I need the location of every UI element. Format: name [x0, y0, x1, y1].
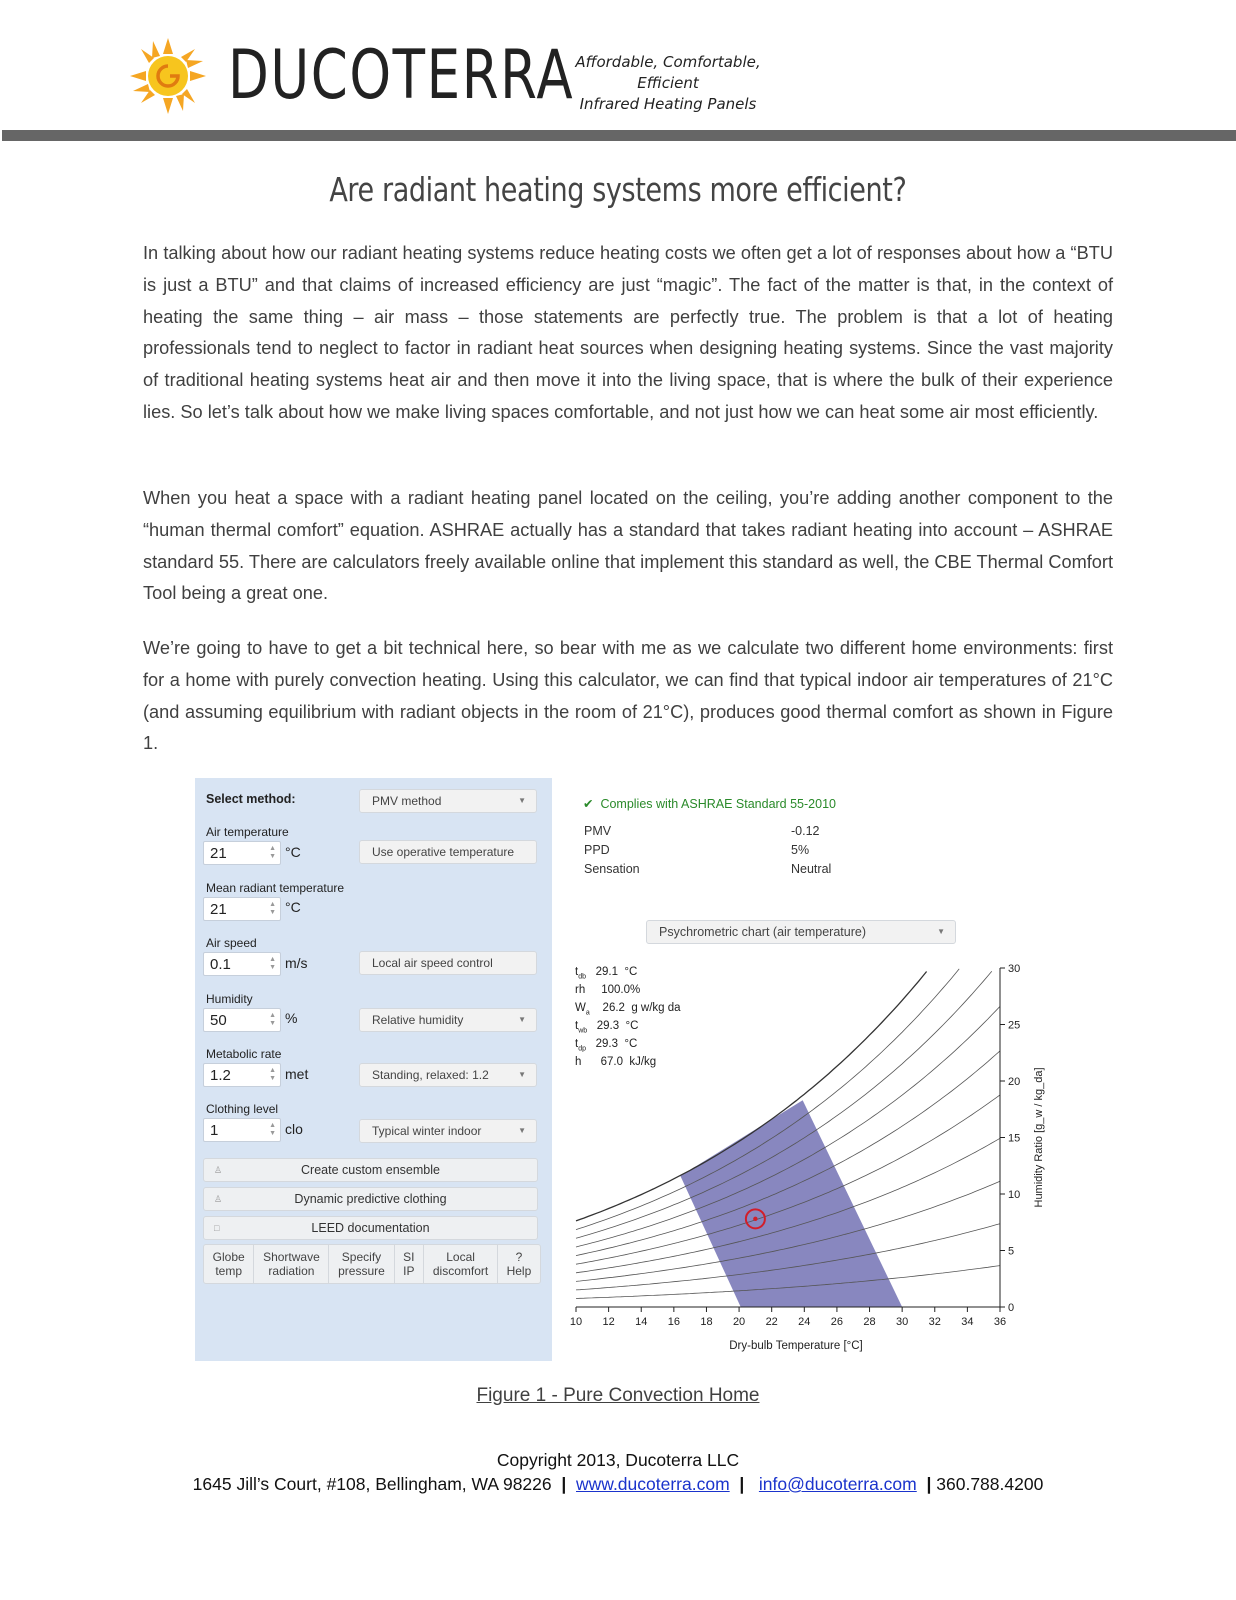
x-tick-label: 12 — [602, 1316, 615, 1328]
local-discomfort-button[interactable]: Local discomfort — [424, 1245, 498, 1283]
stepper-icon[interactable]: ▲ ▼ — [269, 1012, 276, 1027]
clo-input[interactable]: 1 ▲ ▼ — [203, 1118, 281, 1142]
readout-tdp: $t_{dp}$ 29.3 °C — [575, 1038, 638, 1053]
y-tick-label: 30 — [1008, 963, 1021, 975]
comfort-zone — [680, 1100, 902, 1307]
humidity-unit: % — [285, 1010, 298, 1026]
readout-tdb: $t_{db}$ 29.1 °C — [575, 966, 638, 981]
operating-point — [753, 1217, 757, 1221]
paragraph-2: When you heat a space with a radiant heating panel located on the ceiling, you’re adding another component to the “human thermal comfort” equation. ASHRAE actually has a standard that takes radiant heating into account – ASHRAE standard 55. There are calculators freely available online that implement this standard as well, the CBE Thermal Comfort Tool being a great one. — [143, 488, 1113, 604]
page-title: Are radiant heating systems more efficient? — [329, 170, 907, 209]
air-speed-input[interactable]: 0.1 ▲ ▼ — [203, 952, 281, 976]
document-icon: □ — [214, 1223, 220, 1233]
dynamic-clothing-button[interactable]: ♙ Dynamic predictive clothing — [203, 1187, 538, 1211]
leed-doc-button[interactable]: □ LEED documentation — [203, 1216, 538, 1240]
x-axis-label: Dry-bulb Temperature [°C] — [729, 1340, 863, 1352]
check-icon: ✔ — [583, 797, 594, 811]
figure-caption: Figure 1 - Pure Convection Home — [476, 1385, 760, 1406]
x-tick-label: 16 — [667, 1316, 680, 1328]
air-temp-input[interactable]: 21 ▲ ▼ — [203, 841, 281, 865]
stepper-icon[interactable]: ▲ ▼ — [269, 1122, 276, 1137]
person-icon: ♙ — [214, 1194, 223, 1204]
x-tick-label: 30 — [896, 1316, 909, 1328]
y-tick-label: 5 — [1008, 1245, 1015, 1258]
stepper-icon[interactable]: ▲ ▼ — [269, 901, 276, 916]
ppd-label: PPD — [584, 843, 610, 857]
x-tick-label: 36 — [993, 1316, 1007, 1328]
y-axis-label: Humidity Ratio [g_w / kg_da] — [1033, 1067, 1045, 1208]
clo-unit: clo — [285, 1121, 303, 1137]
paragraph-1: In talking about how our radiant heating systems reduce heating costs we often get a lot of responses about how a “BTU is just a BTU” and that claims of increased efficiency are just “magic”. The fact of the matter is that, in the context of heating the same thing – air mass – those statements are perfectly true. The problem is that a lot of heating professionals tend to neglect to factor in radiant heat sources when designing heating systems. Since the vast majority of traditional heating systems heat air and then move it into the living space, that is where the bulk of their experience lies. So let’s talk about how we make living spaces comfortable, and not just how we can heat some air most efficiently. — [143, 243, 1113, 422]
page-header — [0, 0, 1236, 140]
custom-ensemble-button[interactable]: ♙ Create custom ensemble — [203, 1158, 538, 1182]
chevron-down-icon: ▼ — [518, 1070, 526, 1079]
tagline — [548, 52, 788, 115]
x-tick-label: 18 — [700, 1316, 713, 1328]
help-button[interactable]: ? Help — [506, 1250, 532, 1278]
y-tick-label: 15 — [1008, 1132, 1021, 1145]
stepper-icon[interactable]: ▲ ▼ — [269, 845, 276, 860]
chevron-down-icon: ▼ — [518, 1126, 526, 1135]
y-tick-label: 0 — [1008, 1302, 1015, 1314]
humidity-label: Humidity — [206, 992, 253, 1006]
chevron-down-icon: ▼ — [518, 1015, 526, 1024]
y-tick-label: 10 — [1008, 1189, 1021, 1201]
clo-label: Clothing level — [206, 1102, 279, 1116]
x-tick-label: 20 — [732, 1316, 746, 1328]
sun-logo-icon — [128, 36, 208, 116]
chart-type-select[interactable]: Psychrometric chart (air temperature) ▼ — [646, 920, 956, 944]
tagline-line-1: Affordable, Comfortable, Efficient — [575, 53, 761, 92]
footer-phone: 360.788.4200 — [936, 1474, 1044, 1494]
pmv-value: -0.12 — [791, 824, 820, 838]
brand-name: DUCOTERRA — [228, 36, 575, 115]
air-temp-label: Air temperature — [206, 825, 289, 839]
mrt-input[interactable]: 21 ▲ ▼ — [203, 897, 281, 921]
footer-copyright: Copyright 2013, Ducoterra LLC — [496, 1450, 740, 1470]
stepper-icon[interactable]: ▲ ▼ — [269, 956, 276, 971]
tool-bottom-bar — [203, 1244, 541, 1284]
readout-h: h 67.0 kJ/kg — [575, 1056, 657, 1068]
air-temp-unit: °C — [285, 844, 301, 860]
email-link[interactable]: info@ducoterra.com — [758, 1474, 917, 1494]
compliance-status: ✔ Complies with ASHRAE Standard 55-2010 — [583, 797, 836, 811]
x-tick-label: 24 — [798, 1316, 811, 1328]
readout-rh: rh 100.0% — [575, 984, 641, 996]
air-speed-unit: m/s — [285, 955, 308, 971]
mrt-unit: °C — [285, 899, 301, 915]
x-tick-label: 22 — [765, 1316, 778, 1328]
x-tick-label: 10 — [569, 1316, 583, 1328]
sensation-label: Sensation — [584, 862, 640, 876]
readout-wa: $W_a$ 26.2 g w/kg da — [575, 1002, 681, 1017]
paragraph-3: We’re going to have to get a bit technical here, so bear with me as we calculate two different home environments: first for a home with purely convection heating. Using this calculator, we can find that typical indoor air temperatures of 21°C (and assuming equilibrium with radiant objects in the room of 21°C), produces good thermal comfort as shown in Figure 1. — [143, 638, 1113, 754]
tagline-line-2: Infrared Heating Panels — [579, 95, 757, 113]
met-label: Metabolic rate — [206, 1047, 282, 1061]
x-tick-label: 32 — [928, 1316, 941, 1328]
readout-twb: $t_{wb}$ 29.3 °C — [575, 1020, 639, 1035]
sensation-value: Neutral — [791, 862, 832, 876]
footer-contact: 1645 Jill’s Court, #108, Bellingham, WA 98226 | www.ducoterra.com | info@ducoterra.com | 360.788.4200 — [192, 1474, 1044, 1494]
si-ip-toggle[interactable]: SI IP — [395, 1245, 425, 1283]
local-air-speed-button[interactable]: Local air speed control — [359, 951, 537, 975]
footer-address: 1645 Jill’s Court, #108, Bellingham, WA 98226 — [192, 1474, 552, 1494]
select-method-label: Select method: — [206, 792, 296, 806]
activity-select[interactable]: Standing, relaxed: 1.2 ▼ — [359, 1063, 537, 1087]
met-input[interactable]: 1.2 ▲ ▼ — [203, 1063, 281, 1087]
x-tick-label: 14 — [635, 1316, 648, 1328]
psychrometric-chart — [553, 950, 1053, 1360]
x-tick-label: 28 — [863, 1316, 876, 1328]
globe-temp-button[interactable]: Globe temp — [204, 1245, 254, 1283]
x-tick-label: 26 — [830, 1316, 844, 1328]
pmv-label: PMV — [584, 824, 612, 838]
stepper-icon[interactable]: ▲ ▼ — [269, 1067, 276, 1082]
humidity-input[interactable]: 50 ▲ ▼ — [203, 1008, 281, 1032]
ppd-value: 5% — [791, 843, 810, 857]
person-icon: ♙ — [214, 1165, 223, 1175]
chevron-down-icon: ▼ — [518, 796, 526, 805]
humidity-type-select[interactable]: Relative humidity ▼ — [359, 1008, 537, 1032]
x-tick-label: 34 — [961, 1316, 974, 1328]
chevron-down-icon: ▼ — [937, 927, 945, 936]
header-divider — [2, 130, 1236, 141]
specify-pressure-button[interactable]: Specify pressure — [329, 1245, 394, 1283]
shortwave-radiation-button[interactable]: Shortwave radiation — [254, 1245, 329, 1283]
air-speed-label: Air speed — [206, 936, 257, 950]
y-tick-label: 25 — [1008, 1019, 1021, 1032]
operative-temp-button[interactable]: Use operative temperature — [359, 840, 537, 864]
website-link[interactable]: www.ducoterra.com — [576, 1474, 730, 1494]
y-tick-label: 20 — [1008, 1076, 1021, 1088]
method-select[interactable]: PMV method ▼ — [359, 789, 537, 813]
clothing-select[interactable]: Typical winter indoor ▼ — [359, 1119, 537, 1143]
met-unit: met — [285, 1066, 309, 1082]
mrt-label: Mean radiant temperature — [206, 881, 345, 895]
